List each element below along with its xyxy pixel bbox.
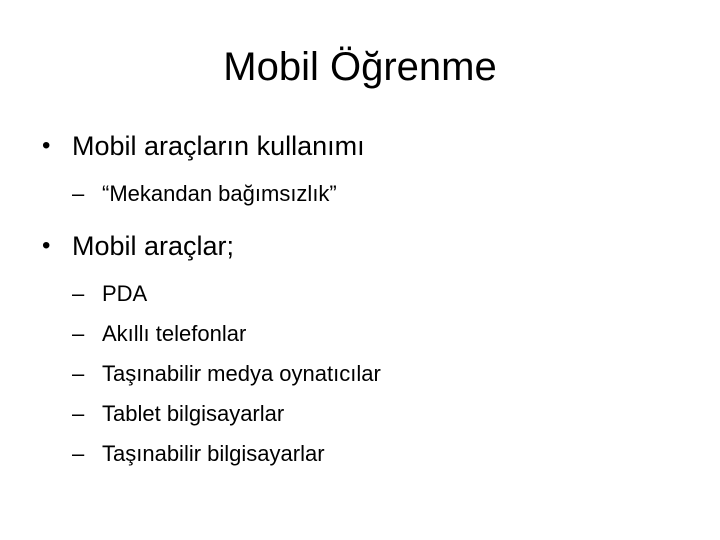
sub-bullet-text: “Mekandan bağımsızlık” [102,181,337,206]
bullet-item [36,226,696,266]
dash-icon: – [72,281,85,306]
sub-bullet-text: Taşınabilir medya oynatıcılar [102,361,381,386]
bullet-icon: • [42,232,51,259]
bullet-text: Mobil araçlar; [72,231,235,261]
sub-bullet-text: PDA [102,281,148,306]
dash-icon: – [72,441,85,466]
sub-bullet-item [36,314,696,354]
dash-icon: – [72,321,85,346]
bullet-text: Mobil araçların kullanımı [72,131,365,161]
bullet-icon: • [42,132,51,159]
bullet-item [36,126,696,166]
sub-bullet-item [36,354,696,394]
slide-title: Mobil Öğrenme [223,45,497,89]
sub-bullet-text: Tablet bilgisayarlar [102,401,285,426]
dash-icon: – [72,401,85,426]
bullet-list [36,126,696,474]
sub-bullet-text: Taşınabilir bilgisayarlar [102,441,325,466]
sub-bullet-item [36,174,696,214]
sub-bullet-text: Akıllı telefonlar [102,321,247,346]
sub-bullet-item [36,434,696,474]
sub-bullet-item [36,274,696,314]
dash-icon: – [72,361,85,386]
dash-icon: – [72,181,85,206]
sub-bullet-item [36,394,696,434]
